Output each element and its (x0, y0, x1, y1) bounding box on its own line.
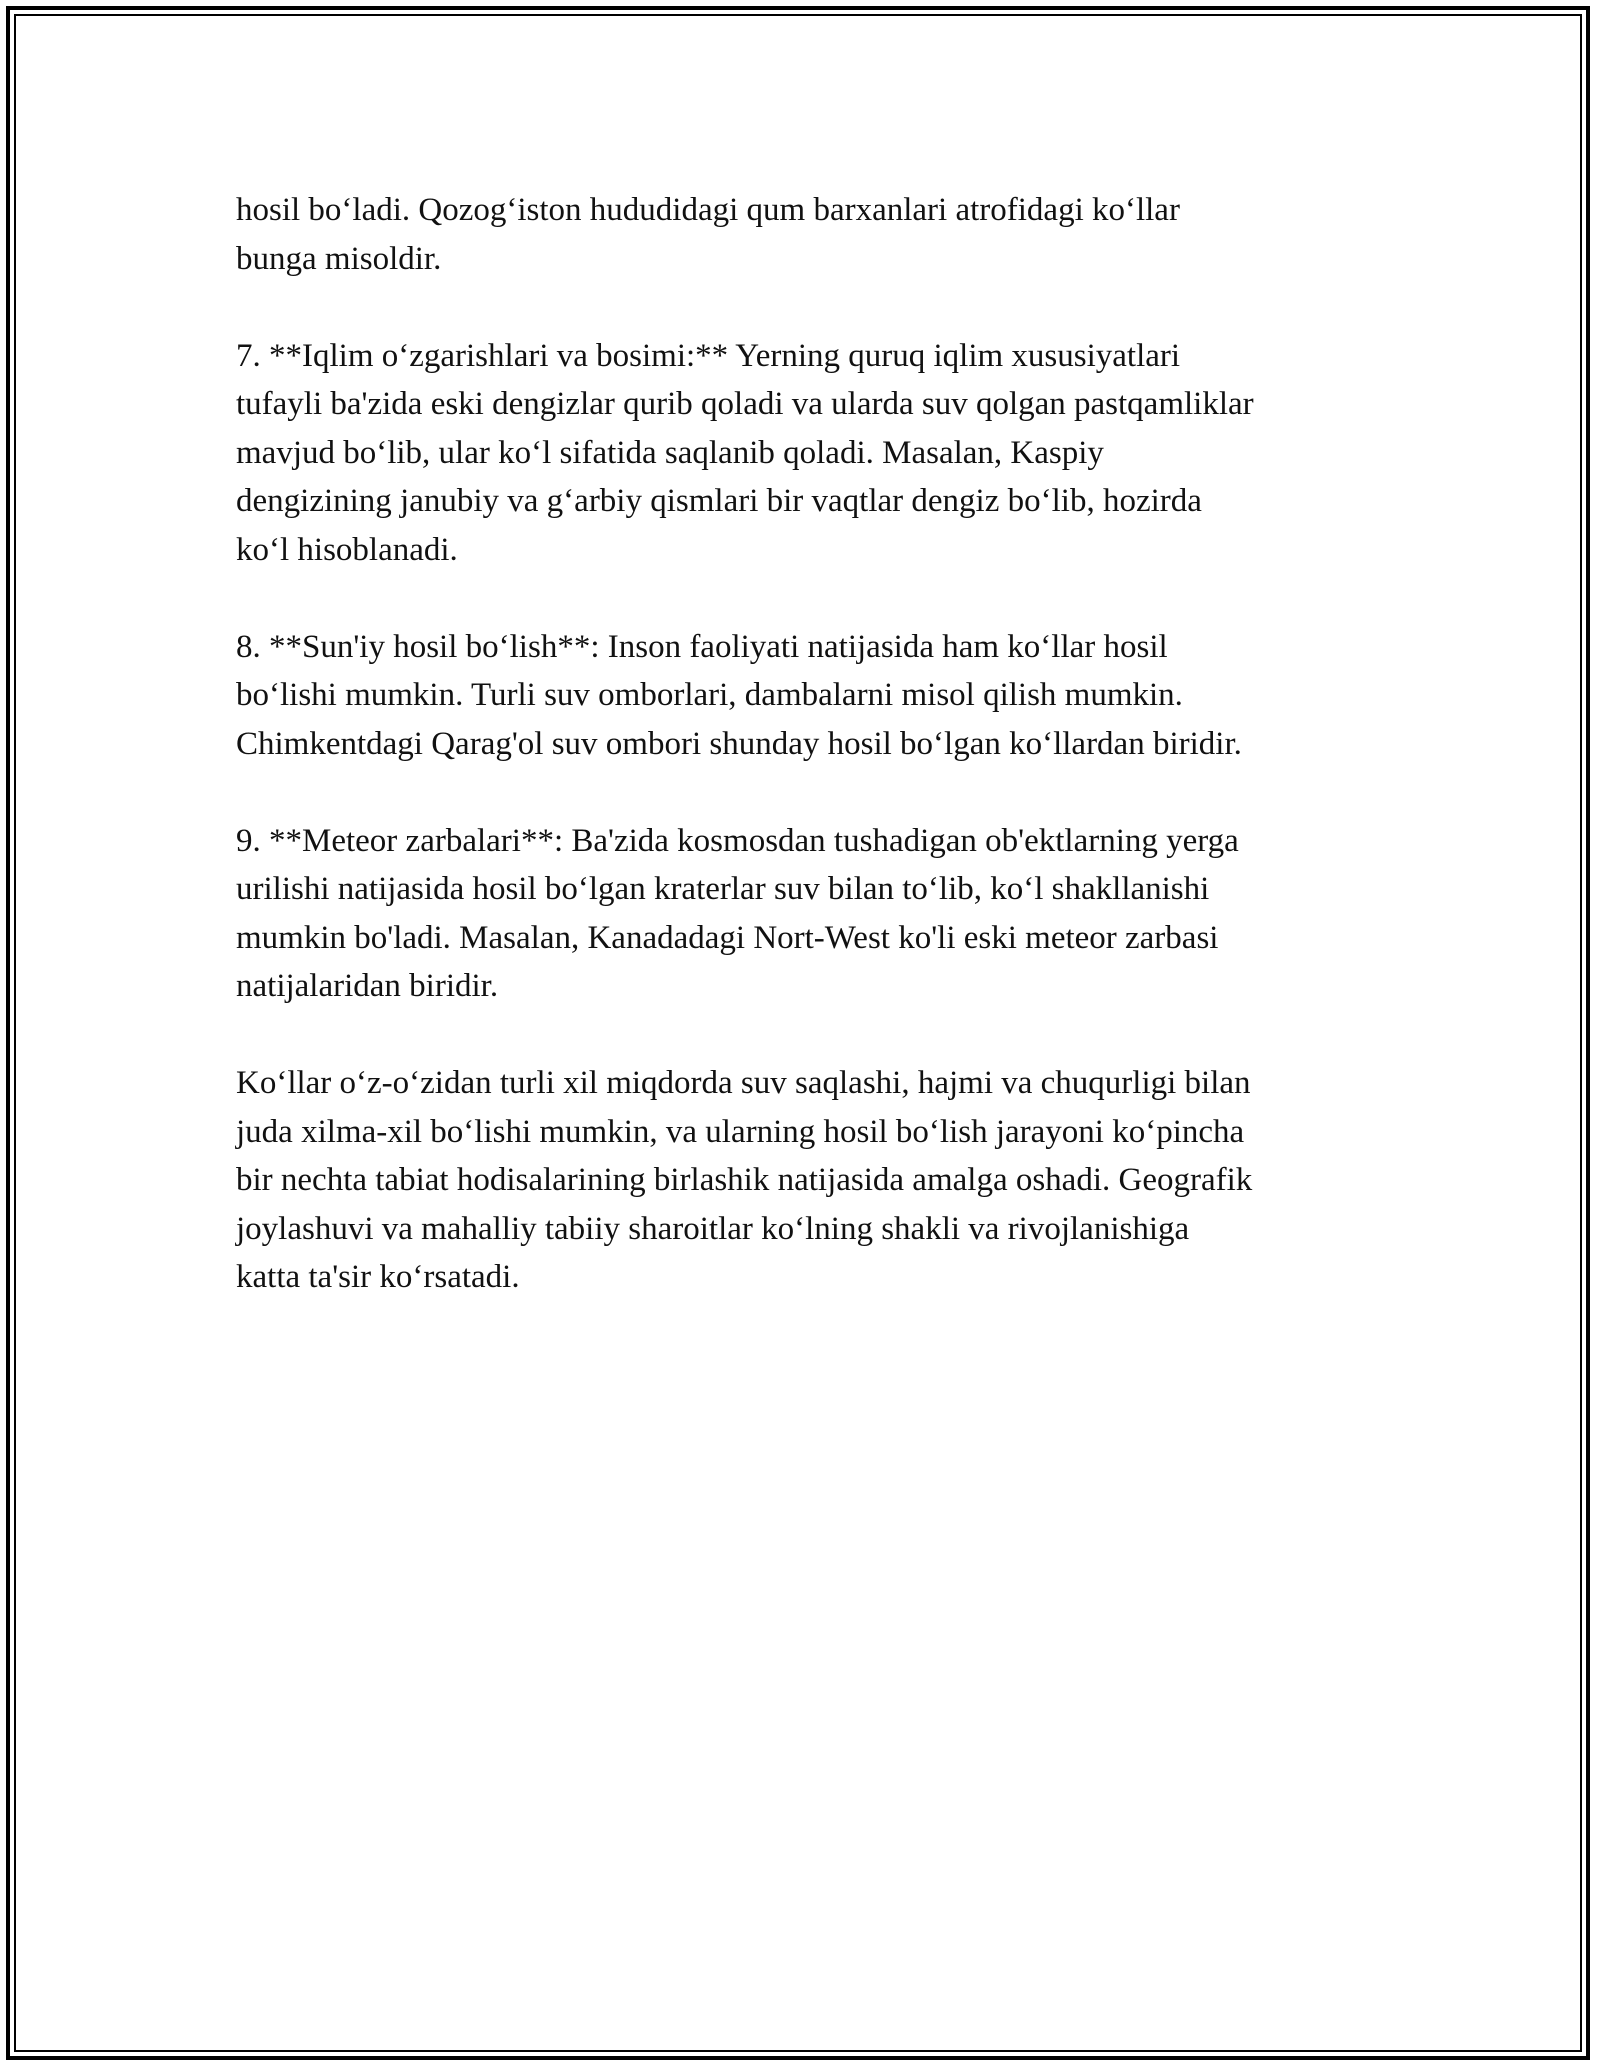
text-line: mumkin bo'ladi. Masalan, Kanadadagi Nort-West ko'li eski meteor zarbasi (236, 919, 1219, 956)
text-line: bunga misoldir. (236, 240, 442, 277)
text-line: juda xilma-xil bo‘lishi mumkin, va ularning hosil bo‘lish jarayoni ko‘pincha (236, 1113, 1245, 1150)
text-line: tufayli ba'zida eski dengizlar qurib qoladi va ularda suv qolgan pastqamliklar (236, 386, 1254, 422)
paragraph-item-9 (236, 817, 1386, 1011)
text-line: natijalaridan biridir. (236, 968, 499, 1004)
text-line: Chimkentdagi Qarag'ol suv ombori shunday hosil bo‘lgan ko‘llardan biridir. (236, 725, 1242, 762)
text-line: bo‘lishi mumkin. Turli suv omborlari, dambalarni misol qilish mumkin. (236, 677, 1183, 713)
text-line: dengizining janubiy va g‘arbiy qismlari bir vaqtlar dengiz bo‘lib, hozirda (236, 483, 1202, 519)
text-line: katta ta'sir ko‘rsatadi. (236, 1259, 520, 1295)
text-line: urilishi natijasida hosil bo‘lgan kraterlar suv bilan to‘lib, ko‘l shakllanishi (236, 871, 1210, 907)
text-line: hosil bo‘ladi. Qozog‘iston hududidagi qum barxanlari atrofidagi ko‘llar (236, 192, 1180, 228)
text-line: Ko‘llar o‘z-o‘zidan turli xil miqdorda suv saqlashi, hajmi va chuqurligi bilan (236, 1065, 1251, 1101)
paragraph-item-8 (236, 623, 1386, 769)
paragraph-continuation (236, 186, 1386, 283)
text-line: mavjud bo‘lib, ular ko‘l sifatida saqlanib qoladi. Masalan, Kaspiy (236, 434, 1104, 471)
text-line: 7. **Iqlim o‘zgarishlari va bosimi:** Yerning quruq iqlim xususiyatlari (236, 337, 1181, 374)
text-line: bir nechta tabiat hodisalarining birlashik natijasida amalga oshadi. Geografik (236, 1162, 1253, 1198)
paragraph-item-7 (236, 332, 1386, 575)
text-line: 8. **Sun'iy hosil bo‘lish**: Inson faoliyati natijasida ham ko‘llar hosil (236, 628, 1168, 665)
paragraph-conclusion (236, 1059, 1386, 1302)
text-line: ko‘l hisoblanadi. (236, 531, 458, 568)
text-line: 9. **Meteor zarbalari**: Ba'zida kosmosdan tushadigan ob'ektlarning yerga (236, 822, 1239, 859)
document-body (236, 186, 1386, 1350)
text-line: joylashuvi va mahalliy tabiiy sharoitlar ko‘lning shakli va rivojlanishiga (236, 1210, 1190, 1247)
